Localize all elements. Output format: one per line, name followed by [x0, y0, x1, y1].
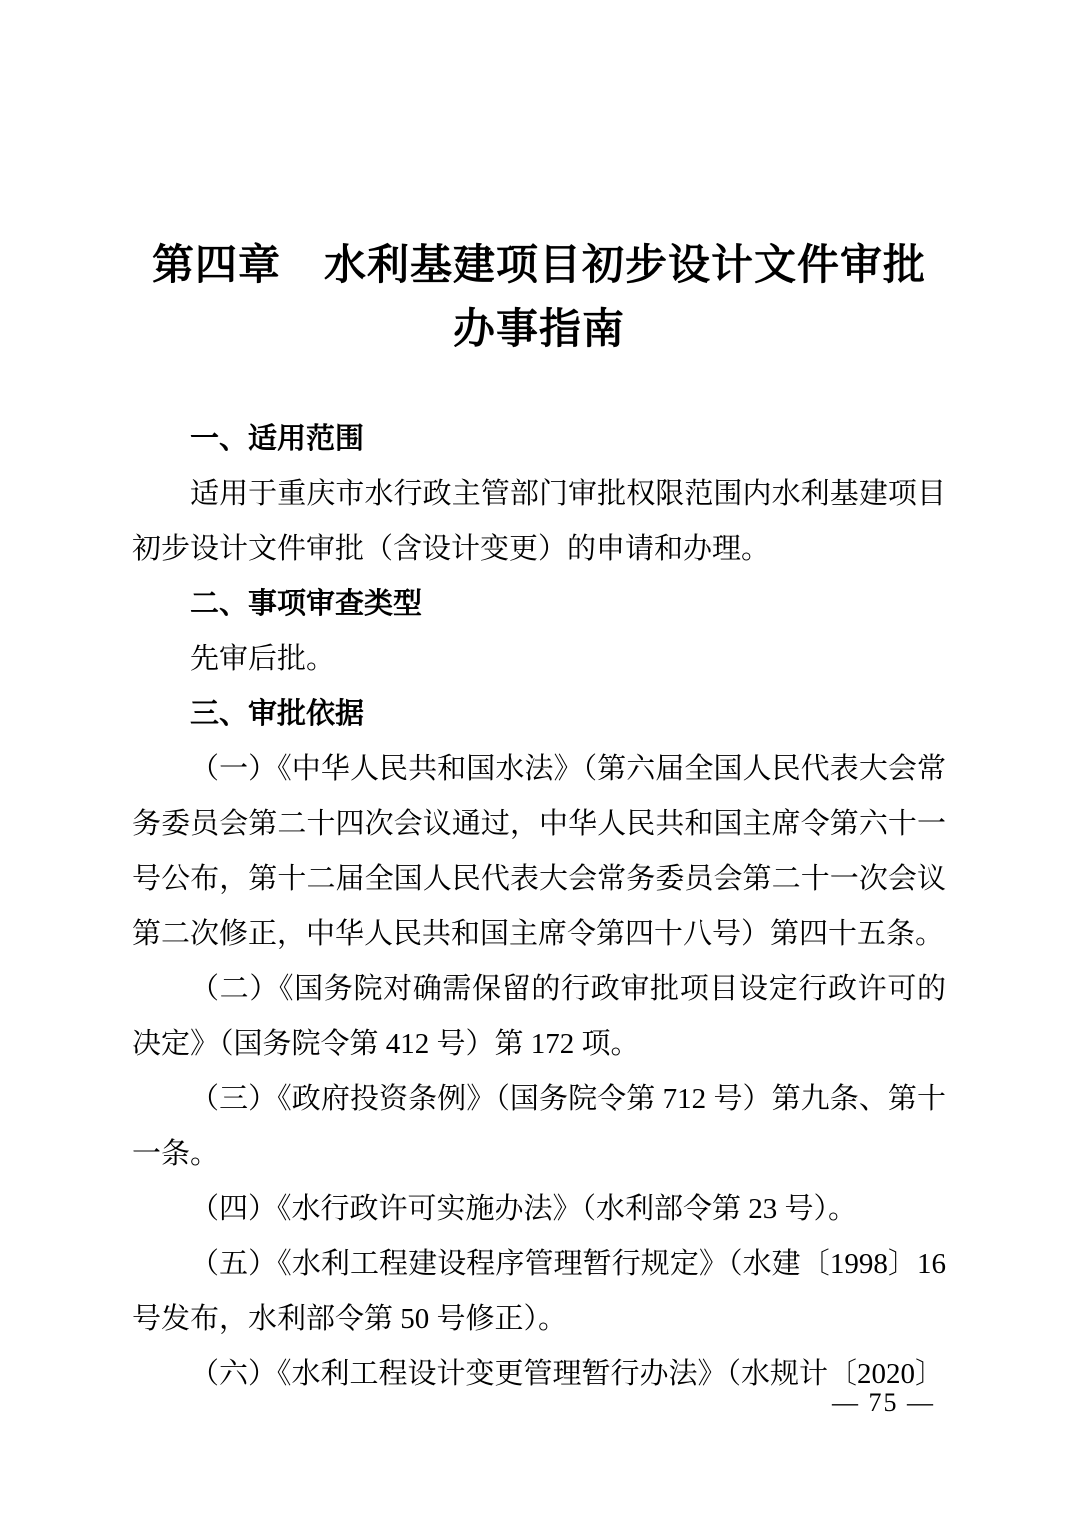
body-paragraph: （五）《水利工程建设程序管理暂行规定》（水建〔1998〕16 号发布，水利部令第 50 号修正）。: [132, 1248, 946, 1335]
section-heading: 三、审批依据: [190, 698, 365, 730]
body-paragraph: （一）《中华人民共和国水法》（第六届全国人民代表大会常务委员会第二十四次会议通过，中华人民共和国主席令第六十一号公布，第十二届全国人民代表大会常务委员会第二十一次会议第二次修正，中华人民共和国主席令第四十八号）第四十五条。: [132, 753, 946, 950]
document-body: [132, 412, 946, 1402]
body-paragraph: （二）《国务院对确需保留的行政审批项目设定行政许可的决定》（国务院令第 412 号）第 172 项。: [132, 973, 946, 1060]
page-number-text: — 75 —: [832, 1388, 935, 1417]
section-heading: 一、适用范围: [190, 423, 365, 455]
chapter-title-line2: 办事指南: [452, 307, 625, 353]
chapter-title-line1: 第四章 水利基建项目初步设计文件审批: [151, 243, 926, 289]
section-heading: 二、事项审查类型: [190, 588, 423, 620]
body-paragraph: 适用于重庆市水行政主管部门审批权限范围内水利基建项目初步设计文件审批（含设计变更）的申请和办理。: [132, 478, 946, 565]
chapter-title: [132, 234, 946, 362]
body-paragraph: （三）《政府投资条例》（国务院令第 712 号）第九条、第十一条。: [132, 1083, 946, 1170]
document-content: [132, 234, 946, 1402]
body-paragraph: 先审后批。: [190, 643, 336, 675]
page-number: [832, 1388, 935, 1418]
body-paragraph: （六）《水利工程设计变更管理暂行办法》（水规计〔2020〕: [190, 1358, 945, 1390]
body-paragraph: （四）《水行政许可实施办法》（水利部令第 23 号）。: [190, 1193, 858, 1225]
